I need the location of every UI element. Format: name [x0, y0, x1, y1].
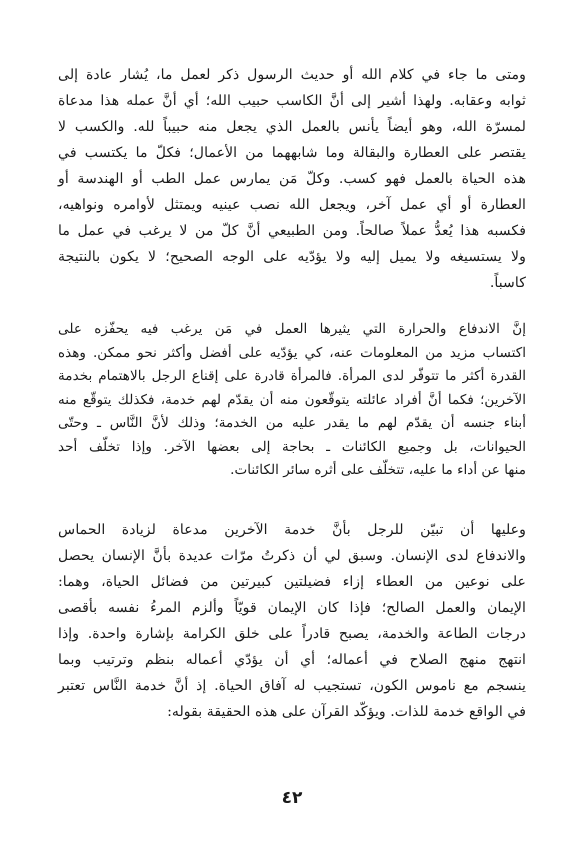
paragraph-1 — [58, 62, 526, 296]
text-line: انتهج منهج الصلاح في أعماله؛ أي أن يؤدّي أعماله بنظم وترتيب وبما — [58, 652, 526, 668]
text-line: هذه الحياة بالعمل فهو كسب. وكلّ مَن يمارس عمل الطب أو الهندسة أو — [58, 171, 526, 187]
text-line: وعليها أن تبيّن للرجل بأنَّ خدمة الآخرين مدعاة لزيادة الحماس — [58, 522, 526, 538]
text-line: اكتساب مزيد من المعلومات عنه، كي يؤدّيه على أفضل وأكثر نحو ممكن. وهذه — [58, 344, 526, 361]
text-line: ثوابه وعقابه. ولهذا أشير إلى أنَّ الكاسب حبيب الله؛ أي أنَّ عمله هذا مدعاة — [58, 93, 526, 109]
text-line: ينسجم مع ناموس الكون، تستجيب له آفاق الحياة. إذ أنَّ خدمة النَّاس تعتبر — [58, 678, 526, 694]
text-line: كاسباً. — [489, 275, 526, 291]
text-line: درجات الطاعة والخدمة، يصبح قادراً على خلق الكرامة بإشارة واحدة. وإذا — [58, 626, 526, 642]
text-line: الإيمان والعمل الصالح؛ فإذا كان الإيمان قويّاً وألزم المرءُ نفسه بأقصى — [58, 600, 526, 616]
text-line: الحيوانات، بل وجميع الكائنات ـ بحاجة إلى بعضها الآخر. وإذا تخلّف أحد — [58, 438, 526, 455]
text-line: فكسبه هذا يُعدُّ عملاً صالحاً. ومن الطبيعي أنَّ كلّ من لا يرغب في عمل ما — [58, 223, 526, 239]
text-line: إنَّ الاندفاع والحرارة التي يثيرها العمل في مَن يرغب فيه يحفّزه على — [58, 321, 526, 337]
text-line: في الواقع خدمة للذات. ويؤكّد القرآن على هذه الحقيقة بقوله: — [167, 704, 526, 720]
text-line: ومتى ما جاء في كلام الله أو حديث الرسول ذكر لعمل ما، يُشار عادة إلى — [58, 67, 526, 83]
text-line: العطارة أو أي عمل آخر، ويجعل الله نصب عينيه ويمتثل لأوامره ونواهيه، — [58, 197, 526, 213]
text-line: أبناء جنسه أن يقدّم لهم ما يقدر عليه من الخدمة؛ وذلك لأنَّ النَّاس ـ وحتّى — [58, 415, 526, 431]
text-line: يقتصر على العطارة والبقالة وما شابههما من الأعمال؛ فكلّ ما يكتسب في — [58, 145, 526, 161]
text-line: لمسرّة الله، وهو أيضاً يأنس بالعمل الذي يجعل منه حبيباً لله. والكسب لا — [58, 119, 526, 135]
text-line: والاندفاع لدى الإنسان. وسبق لي أن ذكرتُ مرّات عديدة بأنَّ الإنسان يحصل — [58, 548, 526, 564]
paragraph-2 — [58, 318, 526, 483]
paragraph-3 — [58, 517, 526, 725]
page-number: ٤٢ — [281, 788, 303, 808]
text-line: ولا يستسيغه ولا يميل إليه ولا يؤدّيه على الوجه الصحيح؛ لا يكون بالنتيجة — [58, 249, 526, 265]
text-line: القدرة أكثر ما تتوفّر لدى المرأة. فالمرأة قادرة على إقناع الرجل بالاهتمام بخدمة — [58, 368, 526, 384]
text-line: على نوعين من العطاء إزاء فضيلتين كبيرتين من فضائل الحياة، وهما: — [58, 574, 526, 590]
text-line: الآخرين؛ فكما أنَّ أفراد عائلته يتوقّعون منه أن يقدّم لهم خدمة، فكذلك يتوقّع منه — [58, 391, 526, 408]
text-line: منها عن أداء ما عليه، تتخلّف على أثره سائر الكائنات. — [230, 462, 526, 478]
